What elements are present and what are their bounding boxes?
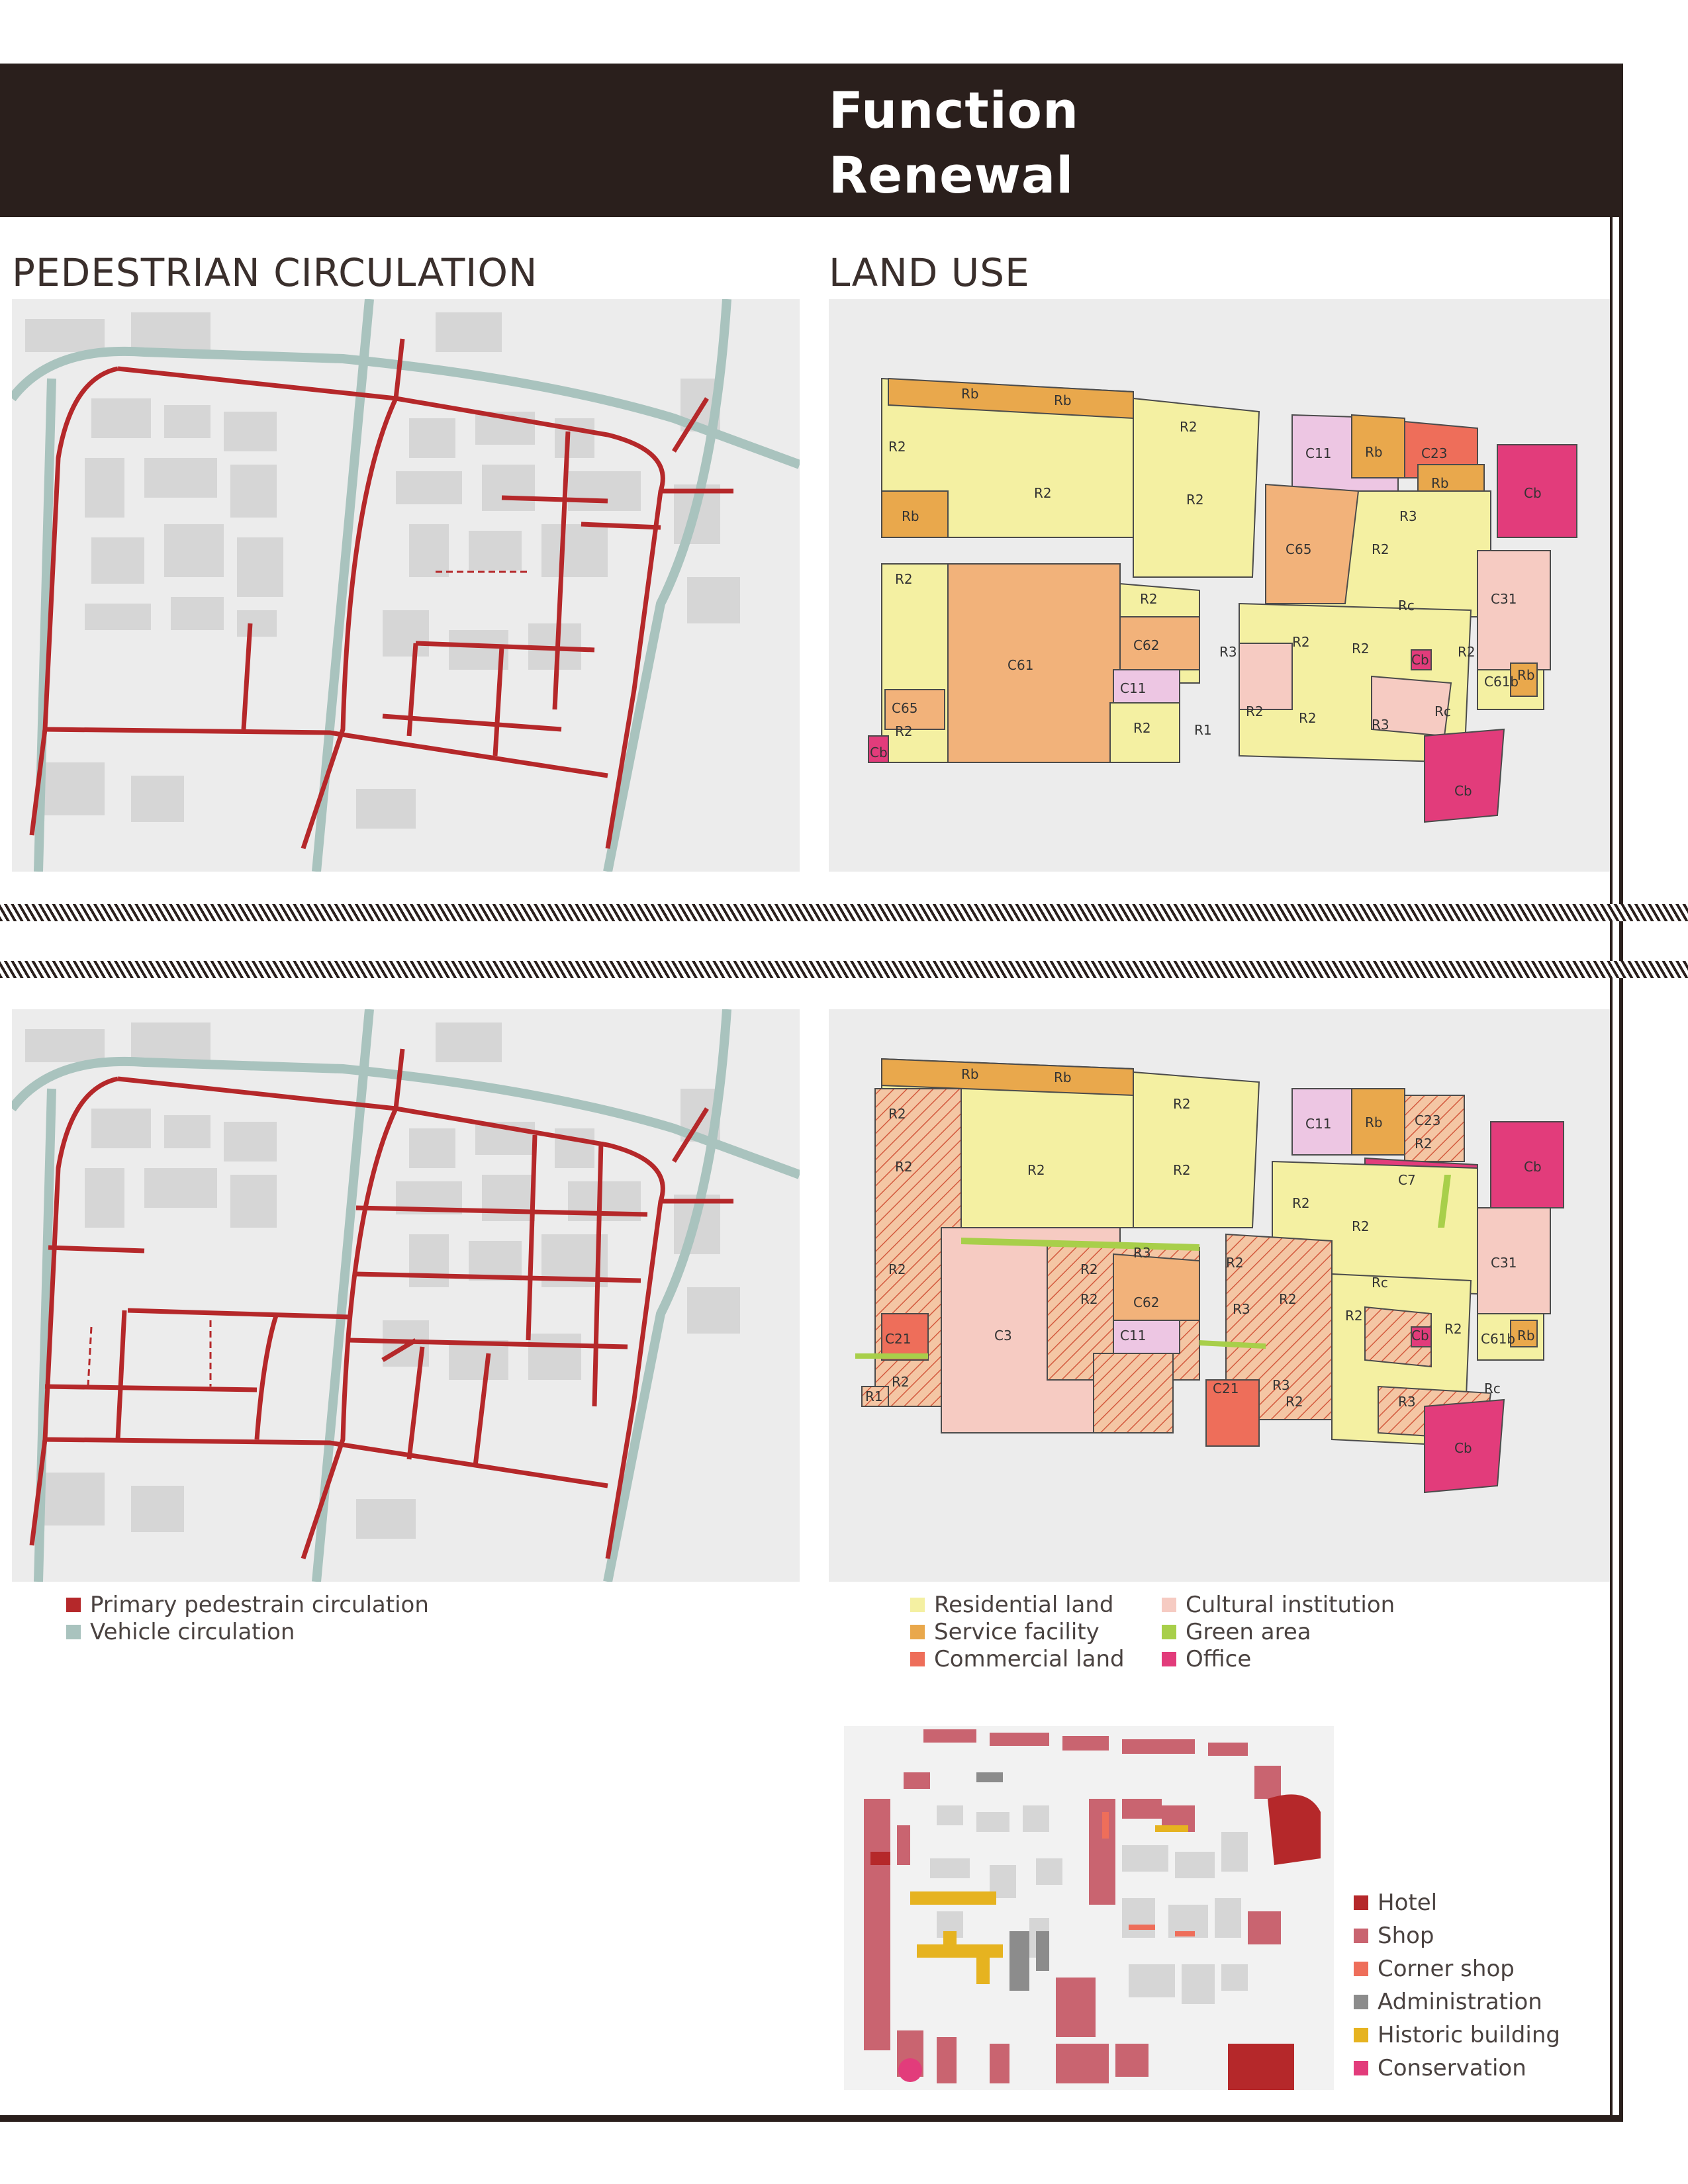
legend-item	[910, 1645, 1162, 1672]
parcel-label: Rb	[902, 508, 919, 524]
legend-label: Hotel	[1378, 1889, 1438, 1916]
legend-swatch	[1354, 1929, 1368, 1943]
parcel-label: Rb	[1054, 1069, 1072, 1085]
parcel-label: R2	[1286, 1394, 1303, 1410]
parcel-label: C62	[1133, 637, 1160, 653]
parcel-label: C21	[885, 1331, 912, 1347]
section-divider-top	[0, 904, 1688, 921]
legend-label: Administration	[1378, 1989, 1542, 2015]
parcel-label: C31	[1491, 1255, 1517, 1271]
legend-label: Corner shop	[1378, 1956, 1515, 1982]
parcel-label: C3	[994, 1328, 1012, 1343]
parcel-label: R2	[1034, 485, 1052, 501]
legend-swatch	[1354, 1995, 1368, 2009]
legend-swatch	[910, 1625, 925, 1639]
legend-swatch	[1162, 1598, 1176, 1612]
legend-item	[910, 1591, 1162, 1618]
parcel-label: C11	[1305, 445, 1332, 461]
legend-swatch	[1162, 1652, 1176, 1666]
parcel-label: R2	[1140, 591, 1158, 607]
legend-swatch	[1354, 2028, 1368, 2042]
parcel-label: R2	[895, 571, 913, 587]
parcel-label: C62	[1133, 1295, 1160, 1310]
parcel-label: R2	[888, 1106, 906, 1122]
parcel-label: C11	[1120, 680, 1147, 696]
header-band	[0, 64, 1623, 217]
legend-swatch	[910, 1652, 925, 1666]
parcel-label: Rc	[1484, 1381, 1501, 1396]
parcel-label: C23	[1415, 1113, 1441, 1128]
frame-right-inner-border	[1610, 217, 1613, 2122]
parcel-label: R2	[1372, 541, 1389, 557]
parcel-label: R3	[1133, 1245, 1151, 1261]
parcel-label: R2	[888, 1261, 906, 1277]
parcel-label: R2	[1027, 1162, 1045, 1178]
legend-item	[1162, 1645, 1400, 1672]
parcel-label: R2	[1173, 1096, 1191, 1112]
parcel-label: R2	[1133, 720, 1151, 736]
parcel-label: Cb	[870, 745, 888, 760]
parcel-label: C61b	[1481, 1331, 1516, 1347]
legend-item	[1162, 1591, 1400, 1618]
legend-label: Cultural institution	[1186, 1591, 1395, 1618]
land-use-legend	[910, 1591, 1400, 1672]
parcel-label: C11	[1120, 1328, 1147, 1343]
parcel-label: R2	[888, 439, 906, 455]
parcel-label: R3	[1219, 644, 1237, 660]
parcel-label: R2	[895, 723, 913, 739]
legend-item	[66, 1591, 429, 1618]
parcel-label: Cb	[1454, 1440, 1472, 1456]
frame-bottom-border	[0, 2115, 1623, 2122]
parcel-label: Rb	[1431, 475, 1449, 491]
parcel-label: R2	[1173, 1162, 1191, 1178]
building-function-map	[844, 1726, 1334, 2090]
parcel-label: R2	[1444, 1321, 1462, 1337]
parcel-label: R1	[865, 1388, 883, 1404]
parcel-label: R2	[1415, 1136, 1432, 1152]
parcel-label: Rb	[1517, 667, 1535, 683]
parcel-label: R3	[1272, 1377, 1290, 1393]
parcel-label: C61	[1008, 657, 1034, 673]
legend-item	[1162, 1618, 1400, 1645]
pedestrian-section-title: PEDESTRIAN CIRCULATION	[12, 250, 538, 295]
legend-item	[1354, 1886, 1560, 1919]
parcel-label: Rb	[961, 1066, 979, 1082]
parcel-label: R2	[895, 1159, 913, 1175]
parcel-label: R2	[1292, 634, 1310, 650]
parcel-label: Cb	[1524, 1159, 1542, 1175]
parcel-label: R2	[1458, 644, 1476, 660]
legend-label: Service facility	[934, 1618, 1100, 1645]
parcel-label: R3	[1233, 1301, 1250, 1317]
parcel-label: R2	[1186, 492, 1204, 508]
parcel-label: R2	[1345, 1308, 1363, 1324]
landuse-section-title: LAND USE	[829, 250, 1030, 295]
parcel-label: R3	[1399, 508, 1417, 524]
legend-label: Vehicle circulation	[90, 1618, 295, 1645]
legend-swatch	[1354, 1962, 1368, 1976]
legend-swatch	[1354, 2061, 1368, 2075]
parcel-label: C31	[1491, 591, 1517, 607]
legend-swatch	[1162, 1625, 1176, 1639]
legend-swatch	[910, 1598, 925, 1612]
parcel-label: R2	[1080, 1261, 1098, 1277]
pedestrian-circulation-map-current	[12, 299, 800, 872]
parcel-label: Cb	[1411, 1328, 1429, 1343]
parcel-label: Rb	[1365, 1115, 1383, 1130]
parcel-label: R3	[1372, 717, 1389, 733]
legend-item	[1354, 1919, 1560, 1952]
legend-label: Residential land	[934, 1591, 1114, 1618]
legend-item	[1354, 1985, 1560, 2019]
parcel-label: Cb	[1454, 783, 1472, 799]
legend-item	[66, 1618, 429, 1645]
parcel-label: R2	[892, 1374, 910, 1390]
land-use-map-current	[829, 299, 1610, 872]
parcel-label: R2	[1246, 704, 1264, 719]
parcel-label: R2	[1352, 641, 1370, 657]
parcel-label: Rb	[1054, 392, 1072, 408]
legend-label: Conservation	[1378, 2055, 1526, 2081]
frame-right-border	[1619, 64, 1623, 2122]
land-use-map-proposed	[829, 1009, 1610, 1582]
parcel-label: R2	[1352, 1218, 1370, 1234]
parcel-label: Rb	[1365, 444, 1383, 460]
legend-label: Green area	[1186, 1618, 1311, 1645]
parcel-label: R2	[1180, 419, 1197, 435]
parcel-label: C61b	[1484, 674, 1519, 690]
circulation-legend	[66, 1591, 429, 1645]
building-function-legend	[1354, 1886, 1560, 2085]
legend-label: Primary pedestrain circulation	[90, 1591, 429, 1618]
legend-label: Historic building	[1378, 2022, 1560, 2048]
legend-item	[1354, 2019, 1560, 2052]
parcel-label: C23	[1421, 445, 1448, 461]
parcel-label: R2	[1292, 1195, 1310, 1211]
parcel-label: R2	[1226, 1255, 1244, 1271]
section-divider-bottom	[0, 961, 1688, 978]
parcel-label: Rb	[1517, 1328, 1535, 1343]
legend-item	[1354, 2052, 1560, 2085]
parcel-label: R3	[1398, 1394, 1416, 1410]
parcel-label: R1	[1194, 722, 1212, 738]
parcel-label: Rc	[1434, 704, 1451, 719]
legend-item	[910, 1618, 1162, 1645]
legend-label: Office	[1186, 1645, 1252, 1672]
parcel-label: Cb	[1524, 485, 1542, 501]
conservation-buildings	[898, 2058, 922, 2082]
legend-item	[1354, 1952, 1560, 1985]
legend-label: Shop	[1378, 1923, 1434, 1949]
parcel-label: C7	[1398, 1172, 1416, 1188]
legend-swatch	[66, 1598, 81, 1612]
pedestrian-circulation-map-proposed	[12, 1009, 800, 1582]
legend-label: Commercial land	[934, 1645, 1125, 1672]
parcel-label: Rb	[961, 386, 979, 402]
parcel-label: R2	[1299, 710, 1317, 726]
page-title: Function Renewal	[829, 81, 1080, 205]
parcel-label: C11	[1305, 1116, 1332, 1132]
legend-swatch	[1354, 1895, 1368, 1910]
parcel-label: Rc	[1398, 598, 1415, 614]
parcel-label: R2	[1279, 1291, 1297, 1307]
parcel-label: C65	[892, 700, 918, 716]
parcel-label: C21	[1213, 1381, 1239, 1396]
parcel-label: Rc	[1372, 1275, 1388, 1291]
legend-swatch	[66, 1625, 81, 1639]
parcel-label: R2	[1080, 1291, 1098, 1307]
parcel-label: C65	[1286, 541, 1312, 557]
parcel-label: Cb	[1411, 652, 1429, 668]
